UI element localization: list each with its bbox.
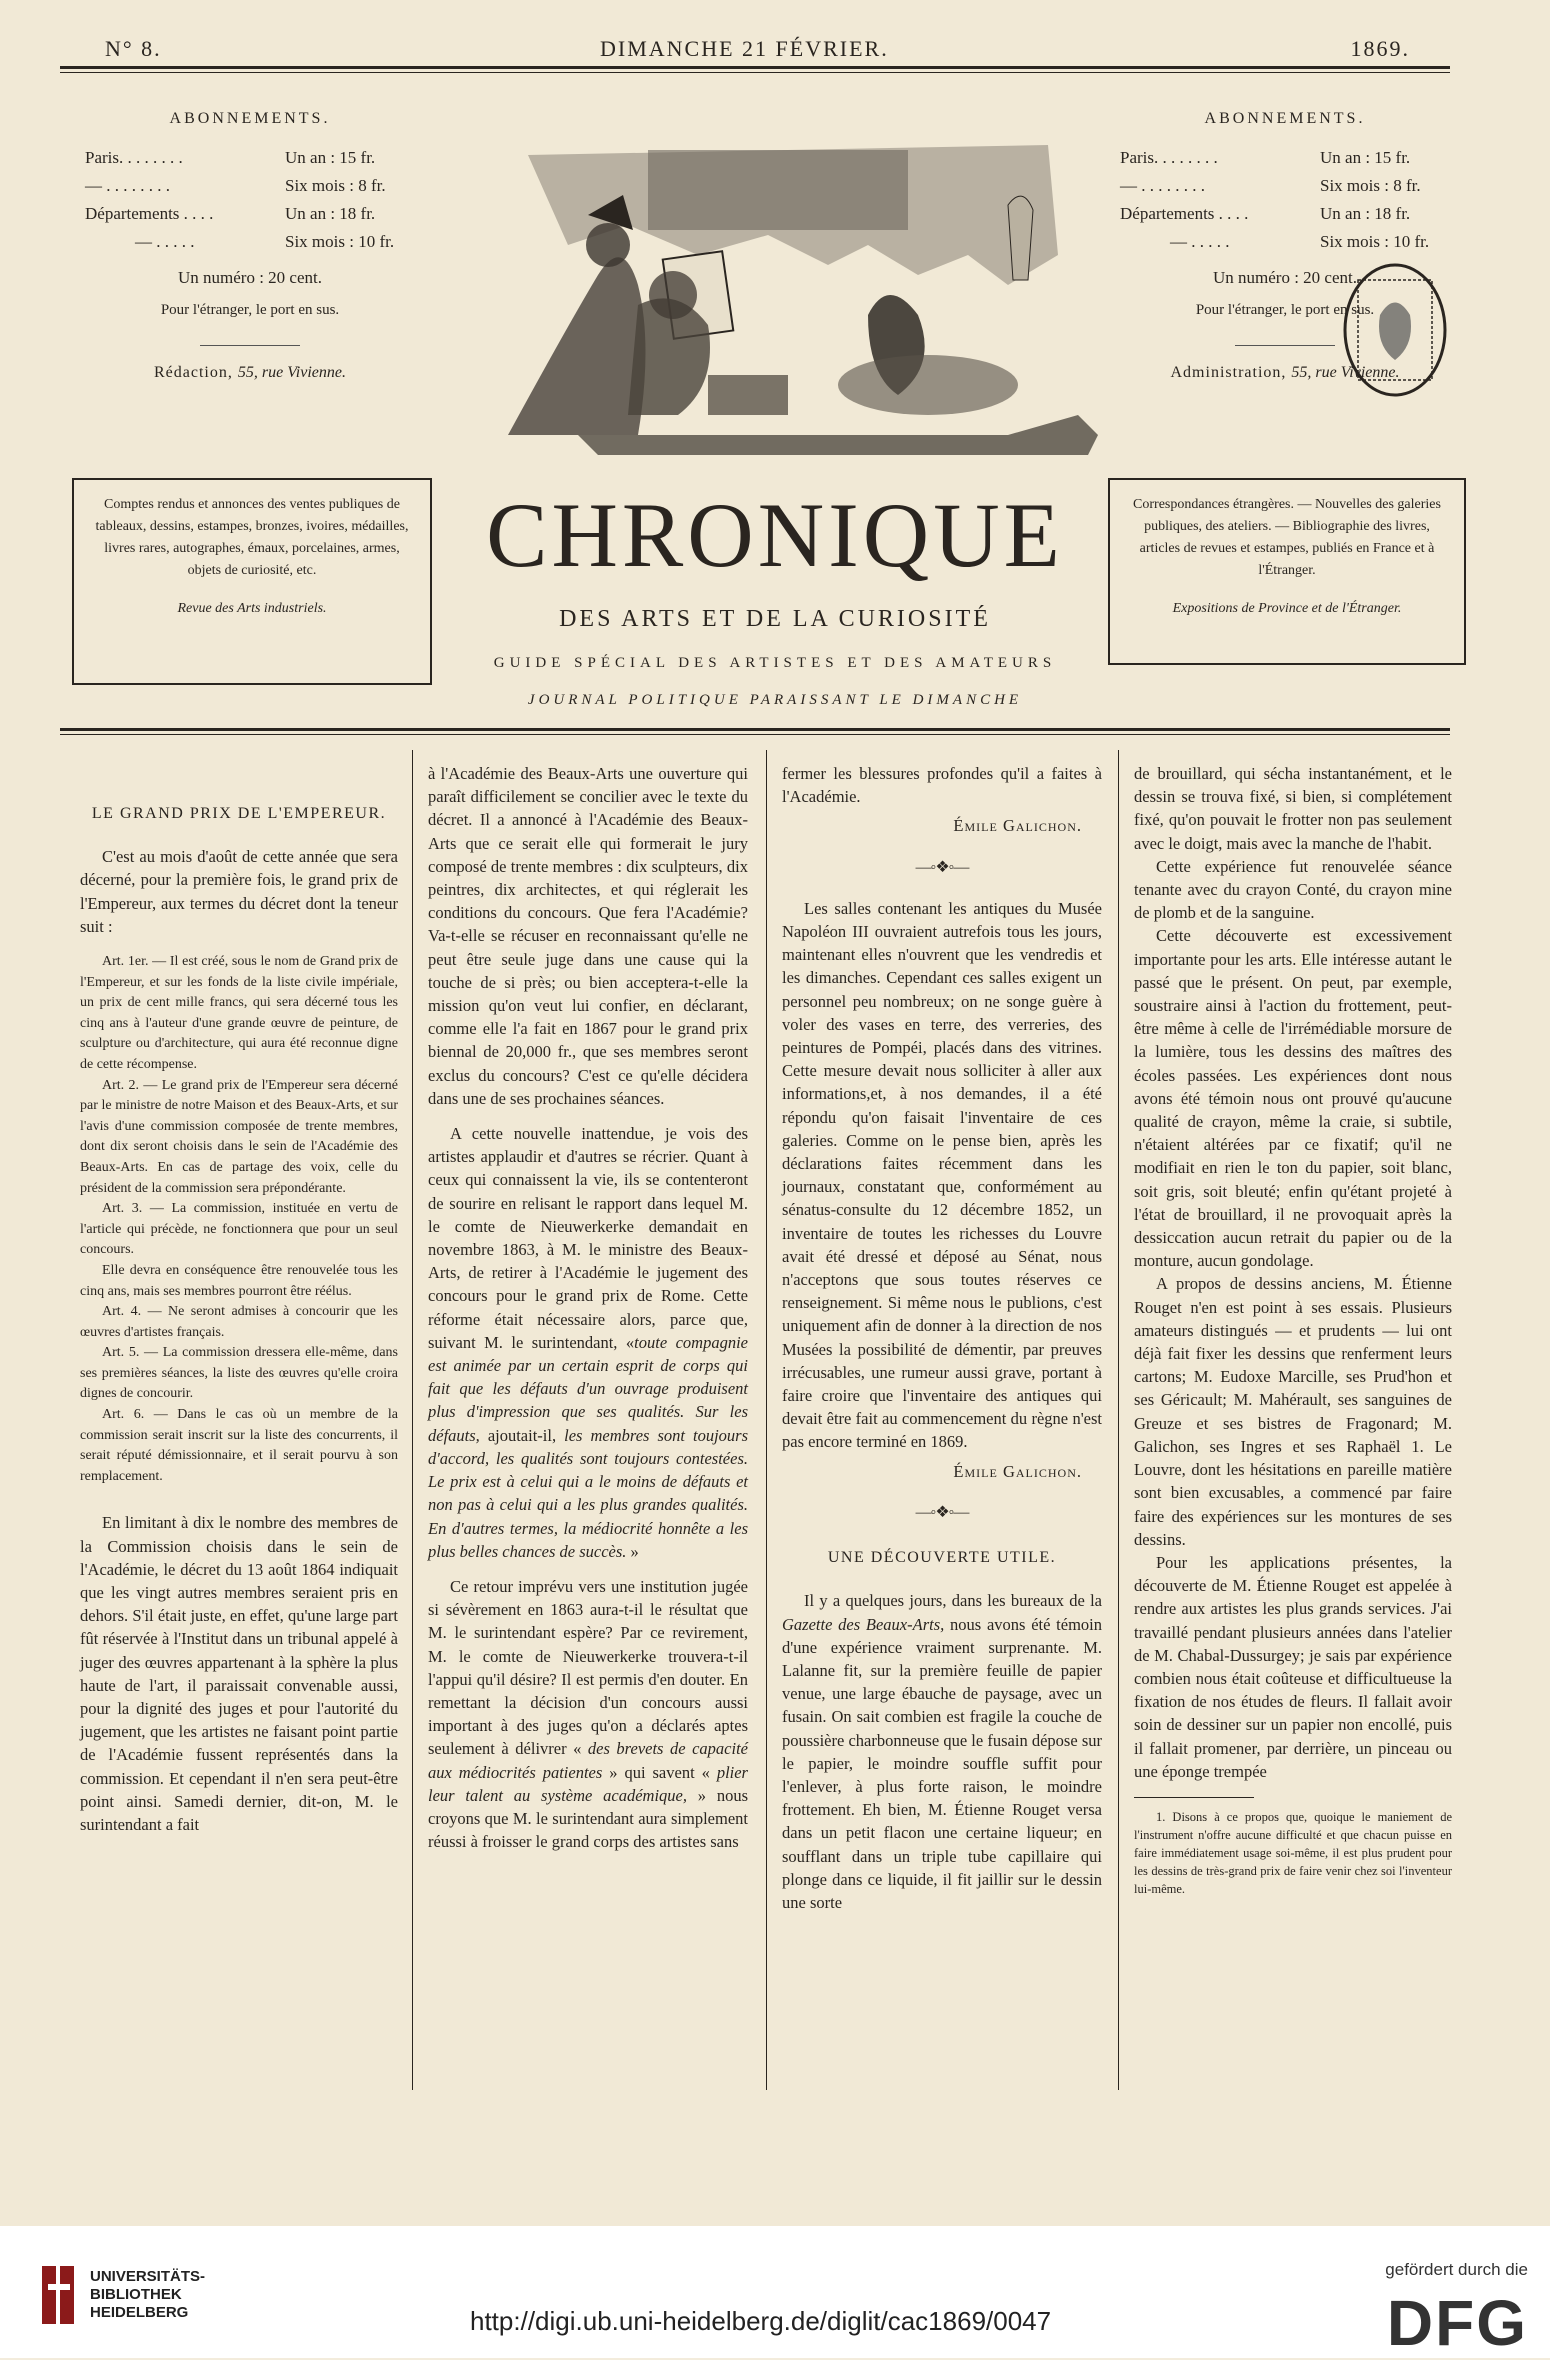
paragraph: Cette découverte est excessivement importante pour les arts. Elle intéresse autant le passé que le présent. On peut, par exemple, soustraire ainsi à l'action du frottement, peut-être même à celle de l'irrémédiable morsure de la lumière, tous les dessins des maîtres des écoles passées. Les expériences dont nous avons été témoin nous ont prouvé qu'aucune qualité de crayon, même la craie, si subtile, n'étaient altérées par ce fixatif; qu'il ne modifiait en rien le ton du papier, soit blanc, soit gris, soit bleuté; enfin qu'étant projeté à l'état de brouillard, il ne provoquait après la dessiccation aucun retrait du papier ou de la monture, aucun gondolage. xyxy=(1134,926,1452,1271)
library-logo-icon xyxy=(40,2264,76,2326)
price-row: — . . . . . . . . Six mois : 8 fr. xyxy=(85,176,386,195)
column-1 xyxy=(80,762,398,1836)
paragraph: Les salles contenant les antiques du Musée Napoléon III ouvraient autrefois tous les jours, maintenant elles n'ouvrent que les vendredis et les dimanches. Cependant ces salles exigent un personnel peu nombreux; on ne songe guère à voler des vases en terre, des verreries, des peintures de Pompéi, placés dans des vitrines. Cette mesure devait nous solliciter à aller aux informations,et, à nos demandes, il a été répondu qu'on faisait l'inventaire de ces galeries. Comme on le pense bien, après les déclarations faites récemment dans les journaux, constatant que, conformément au sénatus-consulte du 12 décembre 1852, un inventaire de toutes les richesses du Louvre avait été dressé et déposé au Sénat, nous n'acceptons que sous toutes réserves ce renseignement. Si même nous le publions, c'est uniquement afin de donner à la direction de nos Musées la possibilité de démentir, par preuves irrécusables, une rumeur aussi grave, portant à faire croire que l'inventaire des antiques qui devait être fait au commencement du règne n'est pas encore terminé en 1869. xyxy=(782,898,1102,1452)
subscription-heading: ABONNEMENTS. xyxy=(1204,110,1366,127)
footnote-rule xyxy=(1134,1797,1254,1798)
price-row: — . . . . . Six mois : 10 fr. xyxy=(1170,232,1430,251)
tagline: GUIDE SPÉCIAL DES ARTISTES ET DES AMATEURS xyxy=(493,655,1057,671)
paragraph: Pour les applications présentes, la découverte de M. Étienne Rouget est appelée à rendre aux artistes les plus grands services. J'ai travaillé pendant plusieurs années dans l'atelier de M. Chabal-Dussurgey; je sais par expérience combien nous était coûteuse et difficultueuse la fixation de nos études de fleurs. Il fallait avoir soin de dessiner sur un papier non encollé, puis il fallait promener, par derrière, un pinceau ou une éponge trempée xyxy=(1134,1552,1452,1781)
issue-year: 1869. xyxy=(1350,36,1410,61)
article-heading: LE GRAND PRIX DE L'EMPEREUR. xyxy=(91,805,387,822)
source-url[interactable]: http://digi.ub.uni-heidelberg.de/diglit/cac1869/0047 xyxy=(470,2306,1052,2336)
tagline-italic: JOURNAL POLITIQUE PARAISSANT LE DIMANCHE xyxy=(527,692,1023,708)
paragraph: C'est au mois d'août de cette année que sera décerné, pour la première fois, le grand prix de l'Empereur, aux termes du décret dont la teneur suit : xyxy=(80,847,398,936)
postage-stamp-icon xyxy=(1340,255,1450,405)
masthead-rule xyxy=(60,66,1450,73)
separator xyxy=(1235,345,1335,346)
footnote: 1. Disons à ce propos que, quoique le maniement de l'instrument n'offre aucune difficulté et que chacun puisse en faire immédiatement usage soi-même, il est plus prudent pour les dessins de très-grand prix de faire venir chez soi l'inventeur lui-même. xyxy=(1134,1809,1452,1896)
masthead-line xyxy=(60,30,1450,66)
paragraph: Il y a quelques jours, dans les bureaux de la Gazette des Beaux-Arts, nous avons été témoin d'une expérience vraiment surprenante. M. Lalanne fit, sur la première feuille de papier venue, une large ébauche de paysage, avec un fusain. On sait combien est fragile la couche de poussière charbonneuse que le fusain dépose sur le papier, le moindre souffle suffit pour l'enlever, à plus forte raison, le moindre frottement. Eh bien, M. Étienne Rouget versa dans un petit flacon une certaine liqueur; en soufflant dans un triple tube capillaire qui plonge dans ce liquide, il fit jaillir sur le dessin une sorte xyxy=(782,1591,1102,1912)
article-heading: UNE DÉCOUVERTE UTILE. xyxy=(827,1549,1057,1567)
header-rule xyxy=(60,728,1450,735)
paragraph: à l'Académie des Beaux-Arts une ouverture qui paraît difficilement se concilier avec le texte du décret. Il a annoncé à l'Académie des Beaux-Arts que ce serait elle qui formerait le jury composé de trente membres : dix sculpteurs, dix peintres, dix architectes, et qui réglerait les conditions du concours. Que fera l'Académie? Va-t-elle se récuser en reconnaissant qu'elle ne peut être seule juge dans une cause qui la touche de si près; ou bien acceptera-t-elle la mission qu'on veut lui confier, en déclarant, comme elle l'a fait en 1867 pour le grand prix biennal de 20,000 fr., que ses membres seront exclus du concours? C'est ce qu'elle décidera dans une de ses prochaines séances. xyxy=(428,764,748,1108)
price-row: Paris. . . . . . . . Un an : 15 fr. xyxy=(85,148,376,167)
info-box-right xyxy=(1108,478,1466,665)
dfg-logo: DFG xyxy=(1386,2287,1528,2359)
paragraph: En limitant à dix le nombre des membres de la Commission choisis dans le sein de l'Académie, le décret du 13 août 1864 indiquait que les vingt autres membres seraient pris en dehors. S'il était juste, en effet, qu'une large part fût réservée à l'Institut dans un tribunal appelé à juger des œuvres appartenant à la sphère la plus haute de l'art, il paraissait convenable aussi, pour la dignité des juges et pour l'autorité du jugement, que les artistes ne faisant point partie de l'Académie fussent représentés dans la commission. Et cependant il n'en sera peut-être point ainsi. Samedi dernier, dit-on, M. le surintendant a fait xyxy=(80,1513,398,1835)
funding-note: gefördert durch die xyxy=(1385,2260,1528,2279)
newspaper-title: CHRONIQUE xyxy=(486,484,1064,586)
subscription-heading: ABONNEMENTS. xyxy=(169,110,331,127)
foreign-note: Pour l'étranger, le port en sus. xyxy=(1195,302,1375,318)
paragraph: A cette nouvelle inattendue, je vois des artistes applaudir et d'autres se récrier. Quant à ceux qui connaissent la vie, ils se contenteront de sourire en relisant le rapport dans lequel M. le comte de Nieuwerkerke demandait en novembre 1863, à M. le ministre des Beaux-Arts, de retirer à l'Académie le jugement des concours pour le grand prix de Rome. Cette réforme était nécessaire alors, parce que, suivant M. le surintendant, «toute compagnie est animée par un certain esprit de corps qui fait que les défauts d'un ouvrage produisent plus d'impression que ses qualités. Sur les défauts, ajoutait-il, les membres sont toujours d'accord, les qualités sont toujours contestées. Le prix est à celui qui a le moins de défauts et non pas à celui qui a les plus grandes qualités. En d'autres termes, la médiocrité honnête a les plus belles chances de succès. » xyxy=(428,1124,749,1561)
subtitle: DES ARTS ET DE LA CURIOSITÉ xyxy=(559,606,991,632)
decree-article: Elle devra en conséquence être renouvelée tous les cinq ans, mais ses membres pourront être réélus. xyxy=(80,1262,398,1299)
box-text: Comptes rendus et annonces des ventes publiques de tableaux, dessins, estampes, bronzes, ivoires, médailles, livres rares, autographes, émaux, porcelaines, armes, objets de curiosité, etc. xyxy=(95,497,409,578)
info-box-left xyxy=(72,478,432,685)
paragraph: A propos de dessins anciens, M. Étienne Rouget n'en est point à ses essais. Plusieurs amateurs distingués — et prudents — lui ont déjà fait fixer les dessins que renferment leurs cartons; M. Eudoxe Marcille, ses Prud'hon et ses Géricault; M. Mahérault, ses sanguines de Greuze et ses bistres de Fragonard; M. Galichon, ses Ingres et ses Raphaël 1. Le Louvre, dont les hésitations en pareille matière sont bien excusables, a commencé par faire faire des expériences sur les montures de ses dessins. xyxy=(1134,1274,1452,1549)
box-italic: Expositions de Province et de l'Étranger. xyxy=(1172,601,1402,616)
library-name: UNIVERSITÄTS- BIBLIOTHEK HEIDELBERG xyxy=(90,2268,206,2321)
price-row: Départements . . . . Un an : 18 fr. xyxy=(85,204,376,223)
issue-number: N° 8. xyxy=(105,36,162,61)
signature: Émile Galichon. xyxy=(953,1461,1082,1481)
single-issue-price: Un numéro : 20 cent. xyxy=(1213,268,1357,287)
box-text: Correspondances étrangères. — Nouvelles des galeries publiques, des ateliers. — Bibliographie des livres, articles de revues et estampes, publiés en France et à l'Étranger. xyxy=(1133,497,1441,578)
decree-article: Art. 3. — La commission, instituée en vertu de l'article qui précède, ne fonctionnera que pour un seul concours. xyxy=(80,1201,398,1258)
column-rule xyxy=(766,750,767,2090)
column-3 xyxy=(782,762,1102,1914)
signature: Émile Galichon. xyxy=(953,816,1082,836)
price-row: Départements . . . . Un an : 18 fr. xyxy=(1120,204,1411,223)
administration-address: Administration, 55, rue Vivienne. xyxy=(1170,364,1400,381)
column-rule xyxy=(412,750,413,2090)
paragraph: fermer les blessures profondes qu'il a faites à l'Académie. xyxy=(782,764,1102,807)
column-rule xyxy=(1118,750,1119,2090)
editorial-address: Rédaction, 55, rue Vivienne. xyxy=(154,364,346,381)
decree-article: Art. 4. — Ne seront admises à concourir que les œuvres d'artistes français. xyxy=(80,1304,398,1340)
digitization-footer xyxy=(0,2226,1550,2358)
box-italic: Revue des Arts industriels. xyxy=(177,601,327,616)
issue-date: DIMANCHE 21 FÉVRIER. xyxy=(600,36,889,61)
column-2 xyxy=(428,762,748,1853)
single-issue-price: Un numéro : 20 cent. xyxy=(178,268,322,287)
column-4 xyxy=(1134,762,1452,1898)
engraving-illustration xyxy=(448,135,1103,465)
price-row: — . . . . . . . . Six mois : 8 fr. xyxy=(1120,176,1421,195)
decree-article: Art. 1er. — Il est créé, sous le nom de Grand prix de l'Empereur, et sur les fonds de la liste civile impériale, un prix de cent mille francs, qui sera décerné tous les cinq ans à l'auteur d'une grande œuvre de peinture, de sculpture ou d'architecture, qui aura été reconnue digne de cette récompense. xyxy=(80,954,398,1072)
decree-article: Art. 5. — La commission dressera elle-même, dans ses premières séances, la liste des œuvres qu'elle croira dignes de concourir. xyxy=(80,1345,398,1402)
foreign-note: Pour l'étranger, le port en sus. xyxy=(160,302,340,318)
paragraph: Ce retour imprévu vers une institution jugée si sévèrement en 1863 aura-t-il le résultat que M. le surintendant espère? Par ce revirement, M. le comte de Nieuwerkerke trouvera-t-il l'appui qu'il désire? Il est permis d'en douter. En remettant la décision d'un concours aussi important à des juges qu'on a déclarés aptes seulement à délivrer « des brevets de capacité aux médiocrités patientes » qui savent « plier leur talent au système académique, » nous croyons que M. le surintendant aura simplement réussi à froisser le grand corps des artistes sans xyxy=(428,1576,748,1852)
paragraph: Cette expérience fut renouvelée séance tenante avec du crayon Conté, du crayon mine de plomb et de la sanguine. xyxy=(1134,856,1452,923)
ornament: —◦❖◦— xyxy=(915,858,969,876)
paragraph: de brouillard, qui sécha instantanément, et le dessin se trouva fixé, si bien, si complétement fixé, qu'on pouvait le frotter non pas seulement avec le doigt, mais avec la manche de l'habit. xyxy=(1134,764,1452,853)
separator xyxy=(200,345,300,346)
price-row: Paris. . . . . . . . Un an : 15 fr. xyxy=(1120,148,1411,167)
decree-article: Art. 6. — Dans le cas où un membre de la commission serait inscrit sur la liste des concurrents, il serait réputé démissionnaire, et il serait pourvu à son remplacement. xyxy=(80,1407,398,1484)
price-row: — . . . . . Six mois : 10 fr. xyxy=(135,232,395,251)
decree-article: Art. 2. — Le grand prix de l'Empereur sera décerné par le ministre de notre Maison et des Beaux-Arts, et sur l'avis d'une commission composée de trente membres, dont dix seront choisis dans le sein de l'Académie des Beaux-Arts. En cas de partage des voix, celle du président de la commission sera prépondérante. xyxy=(80,1077,398,1196)
ornament: —◦❖◦— xyxy=(915,1503,969,1521)
subscription-left xyxy=(85,110,415,382)
